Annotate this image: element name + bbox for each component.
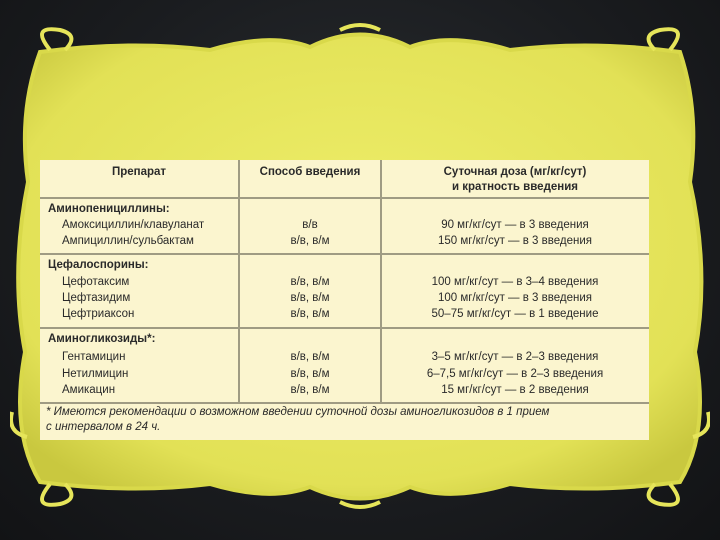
route-value: в/в, в/м	[290, 276, 330, 288]
route-value: в/в, в/м	[290, 368, 330, 380]
group-label: Аминогликозиды*:	[48, 333, 156, 345]
dose-value: 150 мг/кг/сут — в 3 введения	[438, 235, 592, 247]
dose-value: 100 мг/кг/сут — в 3 введения	[438, 292, 592, 304]
dose-value: 100 мг/кг/сут — в 3–4 введения	[431, 276, 599, 288]
antibiotic-dosage-table	[40, 160, 649, 440]
route-value: в/в, в/м	[290, 292, 330, 304]
dose-value: 3–5 мг/кг/сут — в 2–3 введения	[431, 351, 599, 363]
row-divider	[40, 197, 649, 199]
header-dose-line1: Суточная доза (мг/кг/сут)	[443, 166, 587, 178]
drug-name: Амикацин	[62, 384, 116, 396]
route-value: в/в, в/м	[290, 235, 330, 247]
drug-name: Цефотаксим	[62, 276, 130, 288]
header-dose-line2: и кратность введения	[452, 181, 578, 193]
route-value: в/в, в/м	[290, 308, 330, 320]
row-divider	[40, 327, 649, 329]
header-route: Способ введения	[259, 166, 361, 178]
drug-name: Нетилмицин	[62, 368, 129, 380]
group-label: Аминопенициллины:	[48, 203, 170, 215]
row-divider	[40, 402, 649, 404]
drug-name: Ампициллин/сульбактам	[62, 235, 194, 247]
dose-value: 50–75 мг/кг/сут — в 1 введение	[431, 308, 599, 320]
drug-name: Амоксициллин/клавуланат	[62, 219, 205, 231]
route-value: в/в, в/м	[290, 351, 330, 363]
route-value: в/в, в/м	[290, 384, 330, 396]
footnote	[46, 405, 646, 435]
footnote-line: * Имеются рекомендации о возможном введении суточной дозы аминогликозидов в 1 прием	[46, 406, 550, 418]
dose-value: 90 мг/кг/сут — в 3 введения	[441, 219, 589, 231]
drug-name: Цефтазидим	[62, 292, 131, 304]
drug-name: Цефтриаксон	[62, 308, 135, 320]
header-drug: Препарат	[111, 166, 167, 178]
route-value: в/в	[302, 219, 318, 231]
dose-value: 6–7,5 мг/кг/сут — в 2–3 введения	[426, 368, 604, 380]
drug-name: Гентамицин	[62, 351, 126, 363]
dose-value: 15 мг/кг/сут — в 2 введения	[441, 384, 589, 396]
group-label: Цефалоспорины:	[48, 259, 149, 271]
footnote-line: с интервалом в 24 ч.	[46, 421, 161, 433]
row-divider	[40, 253, 649, 255]
